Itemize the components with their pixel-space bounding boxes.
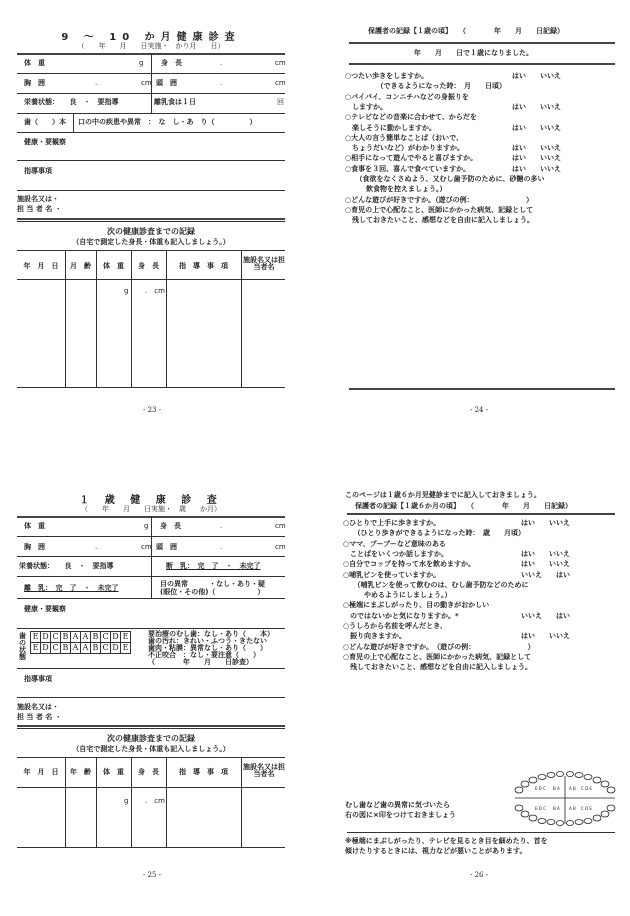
column-header: 体 重 bbox=[103, 768, 124, 776]
answer-options[interactable]: はい いいえ bbox=[521, 549, 570, 558]
tooth-cell[interactable]: B bbox=[61, 643, 71, 654]
unit: . cm bbox=[145, 287, 165, 295]
dot: . bbox=[220, 522, 223, 530]
question-text: ○テレビなどの音楽に合わせて、からだを bbox=[345, 113, 477, 122]
tooth-cell[interactable]: A bbox=[71, 632, 81, 643]
svg-text:B A: B A bbox=[553, 786, 560, 791]
column-header: 施設名又は担当者名 bbox=[243, 256, 285, 271]
unit: cm bbox=[275, 522, 286, 530]
unit: g bbox=[124, 287, 129, 295]
question-text: ○自分でコップを持って水を飲めますか。 bbox=[343, 560, 475, 569]
eye-abnormality-detail: (眼位・その他)（ ） bbox=[160, 588, 265, 596]
question-text: しますか。 bbox=[345, 102, 387, 111]
question-text: ○相手になって遊んでやると喜びますか。 bbox=[345, 154, 478, 163]
unit: cm bbox=[275, 79, 286, 87]
tooth-cell[interactable]: A bbox=[81, 643, 91, 654]
column-header: 身 長 bbox=[138, 768, 159, 776]
guidance-label: 指導事項 bbox=[24, 675, 52, 683]
guidance-label: 指導事項 bbox=[24, 167, 52, 175]
tooth-cell[interactable]: E bbox=[31, 632, 41, 643]
mouth-abnormality-label: 口の中の疾患や異常 ： な し・あ り（ ） bbox=[78, 118, 257, 126]
question-text: のではないかと気になりますか。* bbox=[343, 611, 459, 620]
tooth-cell[interactable]: A bbox=[81, 632, 91, 643]
dot: . bbox=[220, 543, 223, 551]
record-title: 次の健康診査までの記録 bbox=[107, 227, 195, 236]
head-label: 頭 囲 bbox=[156, 543, 177, 551]
question-text: （哺乳ビンを使って飲むのは、むし歯予防などのために bbox=[343, 580, 529, 589]
question-text: ○極端にまぶしがったり、目の動きがおかしい bbox=[343, 601, 490, 610]
nutrition-label: 栄養状態： 良 ・ 要指導 bbox=[19, 562, 114, 570]
question-text: ちょうだいなど）がわかりますか。 bbox=[345, 144, 464, 153]
answer-options[interactable]: はい いいえ bbox=[512, 154, 561, 163]
question-text: ○育児の上で心配なこと、医師にかかった病気、記録として bbox=[343, 652, 532, 661]
tooth-cell[interactable]: B bbox=[91, 643, 101, 654]
footnote: 傾けたりするときには、視力などが悪いことがあります。 bbox=[345, 847, 527, 855]
question-text: 残しておきたいこと、感想などを自由に記入しましょう。 bbox=[345, 216, 534, 225]
answer-options[interactable]: はい いいえ bbox=[521, 560, 570, 569]
height-label: 身 長 bbox=[161, 59, 182, 67]
page-number: - 26 - bbox=[470, 871, 489, 879]
column-header: 年 月 日 bbox=[23, 262, 59, 270]
exam-date: （ 年 月 日実施・ 歳 か月） bbox=[81, 505, 221, 513]
tooth-cell[interactable]: C bbox=[102, 632, 109, 641]
column-header: 施設名又は担当者名 bbox=[243, 763, 285, 778]
unit: . cm bbox=[145, 797, 165, 805]
question-text: ○うしろから名前を呼んだとき、 bbox=[343, 622, 447, 630]
dot: . bbox=[220, 79, 223, 87]
answer-options[interactable]: はい いいえ bbox=[521, 519, 570, 527]
page-number: - 25 - bbox=[143, 871, 162, 879]
record-subtitle: （自宅で測定した身長・体重も記入しましょう。） bbox=[72, 745, 230, 753]
tooth-cell[interactable]: E bbox=[31, 643, 41, 654]
svg-text:A B: A B bbox=[569, 786, 576, 791]
svg-text:A B: A B bbox=[569, 806, 576, 811]
answer-options[interactable]: はい いいえ bbox=[512, 144, 561, 153]
unit: cm bbox=[275, 59, 286, 67]
column-header: 年 月 日 bbox=[23, 768, 59, 776]
teeth-note-line: 歯の汚れ：きれい・ふつう・きたない bbox=[148, 637, 267, 645]
height-label: 身 長 bbox=[160, 522, 181, 530]
question-text: ○ママ、ブーブーなど意味のある bbox=[343, 539, 446, 548]
weaning-stop-label: 断 乳： 完 了 ・ 未完了 bbox=[166, 562, 261, 570]
answer-options[interactable]: はい いいえ bbox=[512, 164, 561, 173]
dental-diagram-icon bbox=[505, 770, 625, 830]
question-text: 楽しそうに動かしますか。 bbox=[345, 123, 436, 132]
column-header: 体 重 bbox=[103, 262, 124, 270]
page-title: １ 歳 健 康 診 査 bbox=[79, 495, 223, 506]
question-text: 飲食物を控えましょう。） bbox=[345, 185, 447, 194]
question-text: （食欲をなくさぬよう、又むし歯予防のために、砂糖の多い bbox=[345, 175, 545, 183]
unit: g bbox=[144, 522, 149, 530]
answer-options[interactable]: はい いいえ bbox=[512, 102, 561, 111]
column-header: 身 長 bbox=[138, 262, 159, 270]
nutrition-label: 栄養状態： 良 ・ 要指導 bbox=[24, 98, 119, 106]
svg-text:B A: B A bbox=[553, 806, 560, 811]
question-text: ○食事を３回、喜んで食べていますか。 bbox=[345, 164, 471, 173]
teeth-note: むし歯など歯の異常に気づいたら bbox=[345, 801, 450, 809]
question-text: ○どんな遊びが好きですか。 （遊びの例： ） bbox=[343, 642, 535, 651]
question-text: 振り向きますか。 bbox=[343, 632, 406, 641]
teeth-status-label: 歯の状態 bbox=[19, 632, 26, 661]
unit: cm bbox=[141, 79, 152, 87]
svg-text:C D E: C D E bbox=[581, 806, 592, 811]
teeth-note: 右の図に×印をつけておきましょう bbox=[345, 811, 456, 819]
question-text: ○ひとりで上手に歩きますか。 bbox=[343, 519, 441, 527]
column-header: 指 導 事 項 bbox=[179, 768, 228, 776]
page-number: - 23 - bbox=[143, 406, 162, 414]
facility-label: 施設名又は・ bbox=[17, 195, 59, 203]
weight-label: 体 重 bbox=[24, 59, 45, 67]
page-number: - 24 - bbox=[470, 406, 489, 414]
health-observation-label: 健康・要観察 bbox=[24, 605, 66, 613]
answer-options[interactable]: はい いいえ bbox=[521, 632, 570, 641]
staff-label: 担 当 者 名 ・ bbox=[17, 205, 62, 213]
unit: g bbox=[124, 797, 129, 805]
question-text: ○育児の上で心配なこと、医師にかかった病気、記録として bbox=[345, 205, 534, 214]
tooth-cell[interactable]: C bbox=[102, 643, 109, 652]
tooth-cell[interactable]: E bbox=[121, 632, 131, 643]
dot: . bbox=[95, 79, 98, 87]
answer-options[interactable]: はい いいえ bbox=[512, 72, 561, 80]
question-text: （できるようになった時： 月 日頃） bbox=[345, 82, 506, 91]
dot: . bbox=[220, 59, 223, 67]
unit: cm bbox=[275, 543, 286, 551]
staff-label: 担 当 者 名 ・ bbox=[17, 713, 62, 721]
weaning-label: 離乳食は１日 bbox=[154, 98, 196, 106]
page-title: 9 〜 10 か月健康診査 bbox=[61, 32, 241, 43]
tooth-cell[interactable]: C bbox=[52, 643, 59, 652]
chest-label: 胸 囲 bbox=[24, 79, 45, 87]
unit: cm bbox=[141, 543, 152, 551]
teeth-note-line: 要治療のむし歯：なし・あり（ 本） bbox=[148, 630, 274, 638]
exam-date: （ 年 月 日実施・ かり月 日） bbox=[77, 42, 225, 50]
chest-label: 胸 囲 bbox=[24, 543, 45, 551]
question-text: ○どんな遊びが好きですか。（遊びの例： ） bbox=[345, 195, 534, 204]
teeth-note-line: 歯肉・粘膜：異常なし・あり（ ） bbox=[148, 644, 267, 652]
column-header: 指 導 事 項 bbox=[179, 262, 228, 270]
question-text: ○バイバイ、コンニチハなどの身振りを bbox=[345, 92, 469, 101]
column-header: 月 齢 bbox=[70, 262, 91, 270]
tooth-cell[interactable]: D bbox=[112, 632, 119, 641]
question-text: ことばをいくつか話しますか。 bbox=[343, 549, 448, 558]
teeth-note-line: 不正咬合 ：なし・要注意（ ） bbox=[148, 651, 260, 659]
answer-options[interactable]: いいえ はい bbox=[521, 570, 570, 579]
teeth-notes bbox=[148, 631, 274, 666]
svg-text:E D C: E D C bbox=[535, 786, 546, 791]
tooth-cell[interactable]: C bbox=[52, 632, 59, 641]
teeth-note-line: （ 年 月 日診査） bbox=[148, 658, 253, 666]
unit: 回 bbox=[277, 98, 284, 106]
svg-text:C D E: C D E bbox=[581, 786, 592, 791]
tooth-cell[interactable]: D bbox=[42, 643, 49, 652]
svg-text:E D C: E D C bbox=[535, 806, 546, 811]
weaning-food-label: 離 乳： 完 了 ・ 未完了 bbox=[24, 584, 119, 592]
record-title: 次の健康診査までの記録 bbox=[107, 734, 195, 743]
guardian-record-header: 保護者の記録【１歳６か月の頃】 （ 年 月 日記録） bbox=[355, 502, 572, 510]
teeth-chart bbox=[30, 631, 131, 654]
head-label: 頭 囲 bbox=[156, 79, 177, 87]
unit: g bbox=[139, 59, 144, 67]
question-text: 残しておきたいこと、感想などを自由に記入しましょう。 bbox=[343, 663, 532, 672]
question-text: ○つたい歩きをしますか。 bbox=[345, 72, 429, 80]
question-text: やめるようにしましょう。） bbox=[343, 591, 452, 600]
record-subtitle: （自宅で測定した身長・体重も記入しましょう。） bbox=[72, 238, 230, 246]
tooth-cell[interactable]: D bbox=[112, 643, 119, 652]
dot: . bbox=[95, 543, 98, 551]
answer-options[interactable]: いいえ はい bbox=[521, 611, 570, 620]
page-intro: このページは１歳６か月児健診までに記入しておきましょう。 bbox=[345, 491, 541, 499]
eye-abnormality-label: 目の異常 ・なし・あり・疑 bbox=[160, 580, 265, 588]
question-text: （ひとり歩きができるようになった時： 歳 月頃） bbox=[343, 529, 525, 538]
tooth-cell[interactable]: B bbox=[91, 632, 101, 643]
health-observation-label: 健康・要観察 bbox=[24, 138, 66, 146]
guardian-record-header: 保護者の記録【１歳の頃】 （ 年 月 日記録） bbox=[368, 27, 564, 35]
column-header: 年 齢 bbox=[70, 768, 91, 776]
facility-label: 施設名又は・ bbox=[17, 703, 59, 711]
tooth-cell[interactable]: A bbox=[71, 643, 81, 654]
question-text: ○大人の言う簡単なことば（おいで、 bbox=[345, 133, 463, 142]
footnote: ※極端にまぶしがったり、テレビを見るとき目を細めたり、首を bbox=[345, 837, 548, 845]
question-text: ○哺乳ビンを使っていますか。 bbox=[343, 570, 441, 579]
birthday-line: 年 月 日で１歳になりました。 bbox=[414, 49, 533, 57]
tooth-cell[interactable]: E bbox=[121, 643, 131, 654]
teeth-count-label: 歯（ ）本 bbox=[24, 118, 66, 126]
tooth-cell[interactable]: B bbox=[61, 632, 71, 643]
tooth-cell[interactable]: D bbox=[42, 632, 49, 641]
weight-label: 体 重 bbox=[24, 522, 45, 530]
answer-options[interactable]: はい いいえ bbox=[512, 123, 561, 132]
